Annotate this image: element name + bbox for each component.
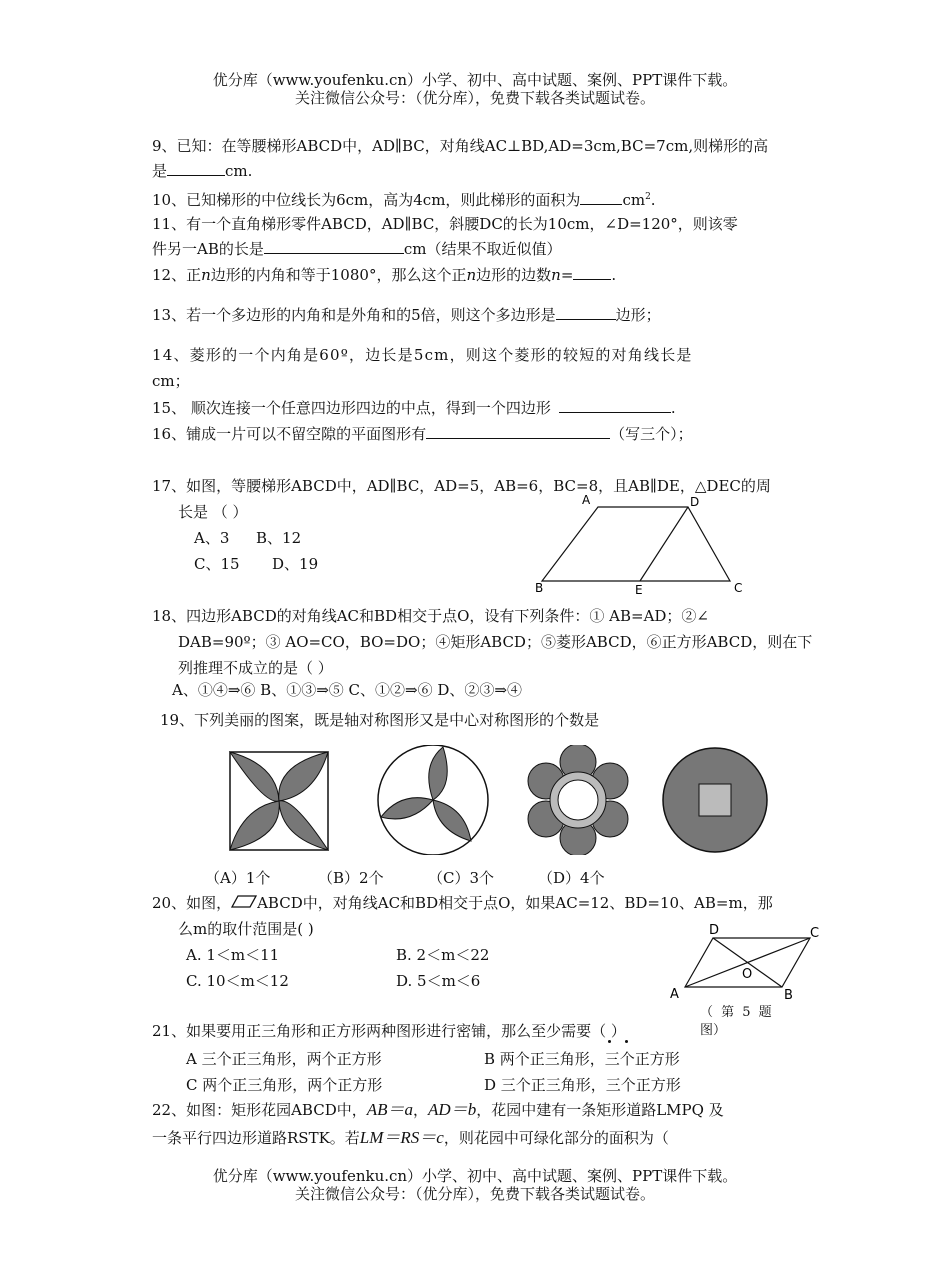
q19-option-d: （D）4个 (538, 869, 605, 887)
pattern-circle-blades (378, 745, 488, 855)
label-b: B (535, 581, 544, 595)
header-line-2: 关注微信公众号：（优分库），免费下载各类试题试卷。 (294, 89, 655, 107)
q14-line-1: 14、菱形的一个内角是60º，边长是5cm，则这个菱形的较短的对角线长是 (152, 346, 693, 364)
label-c: C (734, 581, 743, 595)
q19-option-b: （B）2个 (318, 869, 384, 887)
label-o: O (742, 967, 753, 982)
parallelogram-icon (231, 895, 257, 909)
q9-line-1: 9、已知：在等腰梯形ABCD中，AD∥BC，对角线AC⊥BD,AD=3cm,BC=7cm,则梯形的高 (152, 137, 769, 155)
q19-option-a: （A）1个 (205, 869, 271, 887)
q20-figure-caption-1: （ 第 5 题 (700, 1005, 772, 1020)
label-d: D (709, 923, 720, 938)
q22-line-2: 一条平行四边形道路RSTK。若LM＝RS＝c，则花园中可绿化部分的面积为（ (152, 1128, 669, 1147)
header-line-1: 优分库（www.youfenku.cn）小学、初中、高中试题、案例、PPT课件下载。 (212, 71, 738, 89)
answer-blank (556, 305, 616, 320)
label-d: D (690, 495, 700, 509)
q20-option-b: B. 2＜m＜22 (396, 946, 490, 964)
label-a: A (582, 493, 591, 507)
q21-option-b: B 两个正三角形，三个正方形 (484, 1050, 680, 1068)
label-e: E (635, 583, 643, 597)
q17-line-1: 17、如图，等腰梯形ABCD中，AD∥BC，AD=5，AB=6，BC=8，且AB∥DE，△DEC的周 (152, 477, 771, 495)
q12-line: 12、正n边形的内角和等于1080°，那么这个正n边形的边数n= . (152, 266, 617, 284)
q19-option-c: （C）3个 (428, 869, 495, 887)
emphasis-dot (625, 1040, 628, 1043)
pattern-coin (663, 748, 767, 852)
q21-line-1: 21、如果要用正三角形和正方形两种图形进行密铺，那么至少需要（ ） (152, 1022, 626, 1040)
q17-trapezoid-figure (530, 490, 750, 600)
segment-de (640, 507, 688, 581)
q14-line-2: cm； (152, 372, 190, 390)
q17-option-c: C、15 (194, 555, 240, 573)
trapezoid-abcd (542, 507, 730, 581)
label-a: A (670, 987, 679, 1002)
q18-line-1: 18、四边形ABCD的对角线AC和BD相交于点O，设有下列条件：① AB=AD；②∠ (152, 607, 710, 625)
q21-option-c: C 两个正三角形，两个正方形 (186, 1076, 383, 1094)
q20-line-1: 20、如图， ABCD中，对角线AC和BD相交于点O，如果AC=12、BD=10、AB=m，那 (152, 894, 773, 912)
q20-line-2: 么m的取什范围是( ) (178, 920, 314, 938)
q21-option-d: D 三个正三角形，三个正方形 (484, 1076, 681, 1094)
answer-blank (264, 239, 404, 254)
q22-line-1: 22、如图：矩形花园ABCD中，AB＝a，AD＝b，花园中建有一条矩形道路LMPQ 及 (152, 1100, 724, 1119)
emphasis-dot (608, 1040, 611, 1043)
q11-line-1: 11、有一个直角梯形零件ABCD，AD∥BC，斜腰DC的长为10cm，∠D=120°，则该零 (152, 215, 738, 233)
q17-option-a: A、3 (194, 529, 230, 547)
q16-line: 16、铺成一片可以不留空隙的平面图形有 （写三个）； (152, 425, 693, 443)
footer-line-2: 关注微信公众号：（优分库），免费下载各类试题试卷。 (294, 1185, 655, 1203)
q18-line-2: DAB=90º；③ AO=CO，BO=DO；④矩形ABCD；⑤菱形ABCD，⑥正方形ABCD，则在下 (178, 633, 813, 651)
answer-blank (167, 161, 225, 176)
label-c: C (810, 926, 820, 941)
q20-option-c: C. 10＜m＜12 (186, 972, 289, 990)
answer-blank (573, 265, 611, 280)
q21-option-a: A 三个正三角形，两个正方形 (186, 1050, 382, 1068)
q17-line-2: 长是 （ ） (178, 503, 248, 521)
q18-options: A、①④⇒⑥ B、①③⇒⑤ C、①②⇒⑥ D、②③⇒④ (172, 681, 522, 699)
q20-figure-caption-2: 图） (700, 1023, 727, 1038)
q18-line-3: 列推理不成立的是（ ） (178, 659, 333, 677)
q15-line: 15、 顺次连接一个任意四边形四边的中点，得到一个四边形 . (152, 399, 676, 417)
q19-patterns (225, 745, 785, 855)
q17-option-b: B、12 (256, 529, 302, 547)
answer-blank (426, 424, 610, 439)
q10-line: 10、已知梯形的中位线长为6cm，高为4cm，则此梯形的面积为 $cm^2$. (152, 191, 656, 209)
pattern-square-leaves (230, 752, 328, 850)
q17-option-d: D、19 (272, 555, 319, 573)
q19-line-1: 19、下列美丽的图案，既是轴对称图形又是中心对称图形的个数是 (160, 711, 600, 729)
footer-line-1: 优分库（www.youfenku.cn）小学、初中、高中试题、案例、PPT课件下载。 (212, 1167, 738, 1185)
answer-blank (559, 398, 671, 413)
answer-blank (580, 190, 622, 205)
q13-line: 13、若一个多边形的内角和是外角和的5倍，则这个多边形是 边形； (152, 306, 661, 324)
label-b: B (784, 988, 793, 1003)
q9-line-2: 是 cm. (152, 162, 253, 180)
q20-option-d: D. 5＜m＜6 (396, 972, 481, 990)
pattern-flower (528, 745, 628, 855)
q20-option-a: A. 1＜m＜11 (186, 946, 280, 964)
q11-line-2: 件另一AB的长是 cm（结果不取近似值） (152, 240, 562, 258)
